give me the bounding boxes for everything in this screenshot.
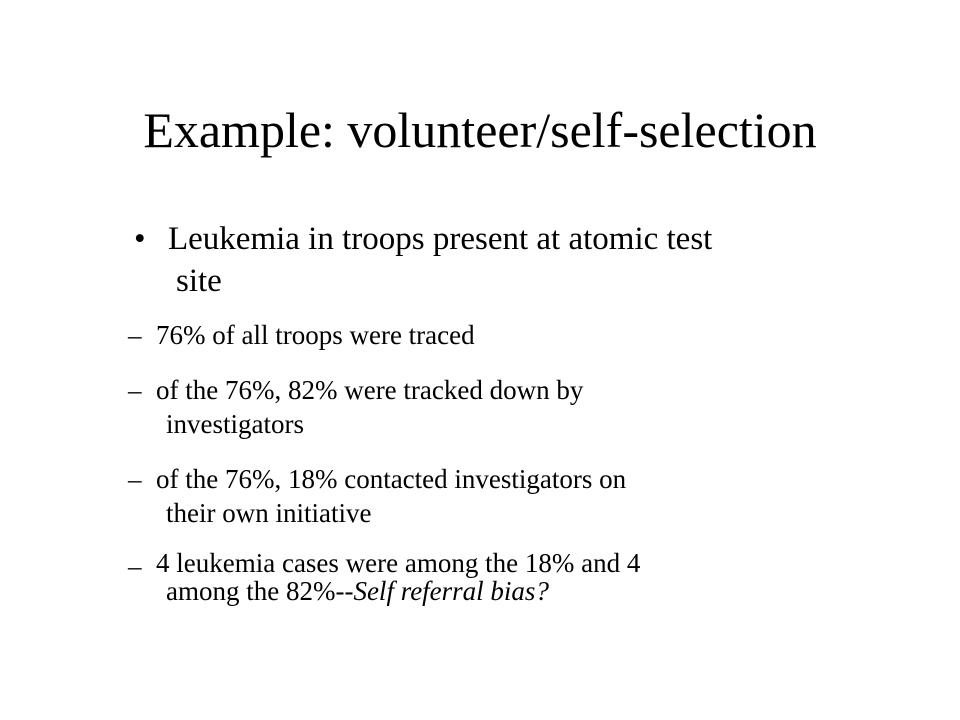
- sub-bullet-3-line1: of the 76%, 18% contacted investigators on: [156, 464, 627, 494]
- sub-bullet-2-line1: of the 76%, 82% were tracked down by: [156, 375, 584, 405]
- main-bullet-line2: site: [176, 263, 222, 299]
- slide-title: Example: volunteer/self-selection: [143, 102, 817, 158]
- main-bullet-line1: Leukemia in troops present at atomic test: [168, 221, 713, 257]
- sub-bullet-4-line1: 4 leukemia cases were among the 18% and 4: [156, 548, 641, 578]
- sub-bullet-1-line1: 76% of all troops were traced: [156, 320, 475, 350]
- dash-marker: –: [128, 320, 142, 350]
- sub-bullet-4-line2: [156, 577, 856, 605]
- sub-bullet-3: [128, 462, 856, 530]
- dash-marker: –: [128, 375, 142, 405]
- sub-bullet-4: [128, 548, 856, 606]
- sub-bullet-2: [128, 373, 856, 441]
- main-bullet: [134, 218, 868, 302]
- sub-bullet-4-line2-italic: Self referral bias?: [353, 576, 549, 606]
- sub-bullet-2-line2: investigators: [166, 409, 304, 439]
- dash-marker: –: [128, 464, 142, 494]
- dash-marker: –: [128, 551, 142, 581]
- bullet-marker: •: [134, 221, 146, 257]
- sub-bullet-1: [128, 318, 856, 352]
- sub-bullet-3-line2: their own initiative: [166, 498, 372, 528]
- sub-bullet-4-line2-plain: among the 82%--: [166, 576, 354, 606]
